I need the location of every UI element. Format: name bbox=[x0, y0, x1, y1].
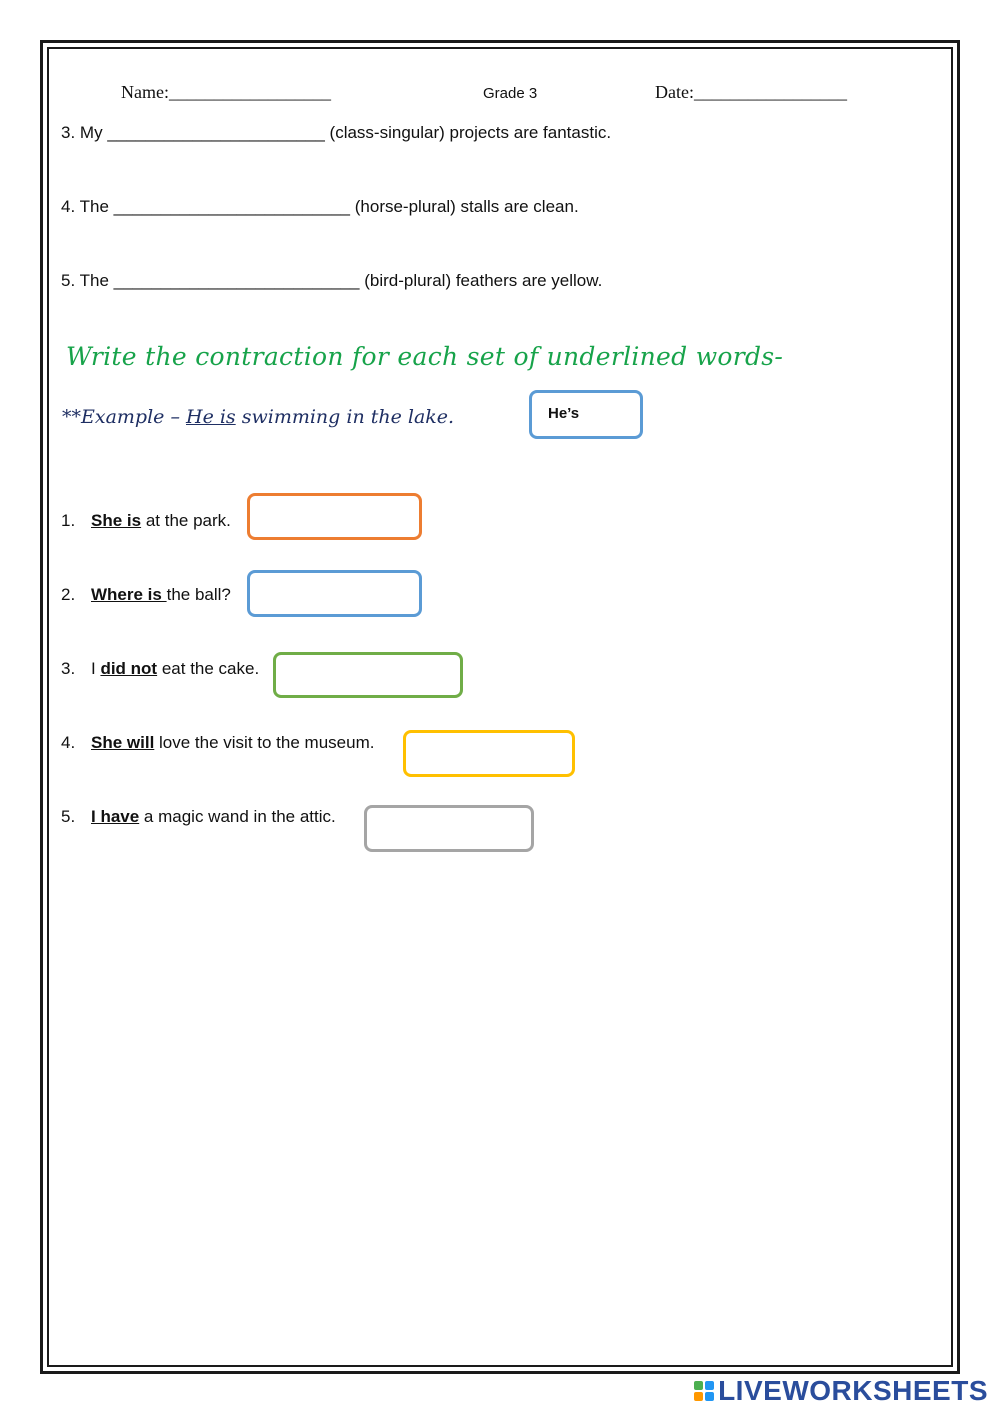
underlined-words: Where is bbox=[91, 585, 167, 604]
grade-label: Grade 3 bbox=[483, 85, 538, 102]
sentence-post: at the park. bbox=[141, 511, 231, 530]
underlined-words: She will bbox=[91, 733, 155, 752]
answer-box-2[interactable] bbox=[247, 570, 422, 617]
contraction-item-5 bbox=[61, 807, 336, 827]
sentence-start: The bbox=[79, 197, 109, 216]
item-number: 4. bbox=[61, 197, 76, 216]
name-field[interactable]: Name:__________________ bbox=[121, 82, 331, 102]
logo-square bbox=[705, 1392, 714, 1401]
logo-square bbox=[694, 1392, 703, 1401]
item-number: 3. bbox=[61, 659, 76, 678]
sentence-end: (horse-plural) stalls are clean. bbox=[354, 197, 579, 216]
underlined-words: She is bbox=[91, 511, 142, 530]
example-underlined: He is bbox=[186, 406, 236, 428]
sentence-post: love the visit to the museum. bbox=[154, 733, 375, 752]
example-rest: swimming in the lake. bbox=[235, 406, 455, 428]
contraction-item-4 bbox=[61, 733, 374, 753]
answer-box-4[interactable] bbox=[403, 730, 575, 777]
answer-box-5[interactable] bbox=[364, 805, 534, 852]
page-frame-inner bbox=[47, 47, 953, 1367]
sentence-post: eat the cake. bbox=[157, 659, 260, 678]
contraction-item-3 bbox=[61, 659, 259, 679]
contraction-item-1 bbox=[61, 511, 231, 531]
plural-sentence-4 bbox=[61, 197, 579, 217]
liveworksheets-logo-icon bbox=[694, 1381, 714, 1401]
sentence-start: My bbox=[79, 123, 103, 142]
contractions-heading: Write the contraction for each set of underlined words- bbox=[66, 342, 784, 371]
sentence-pre: I bbox=[91, 659, 101, 678]
underlined-words: did not bbox=[100, 659, 158, 678]
answer-blank[interactable]: __________________________ bbox=[113, 271, 360, 290]
date-field[interactable]: Date:_________________ bbox=[655, 82, 847, 102]
contraction-item-2 bbox=[61, 585, 231, 605]
answer-box-1[interactable] bbox=[247, 493, 422, 540]
item-number: 2. bbox=[61, 585, 76, 604]
item-number: 1. bbox=[61, 511, 76, 530]
item-number: 4. bbox=[61, 733, 76, 752]
sentence-post: a magic wand in the attic. bbox=[139, 807, 336, 826]
sentence-start: The bbox=[79, 271, 109, 290]
item-number: 5. bbox=[61, 271, 76, 290]
answer-blank[interactable]: _________________________ bbox=[113, 197, 351, 216]
sentence-post: the ball? bbox=[166, 585, 231, 604]
item-number: 5. bbox=[61, 807, 76, 826]
logo-square bbox=[705, 1381, 714, 1390]
example-prefix: **Example – bbox=[62, 406, 186, 428]
answer-box-3[interactable] bbox=[273, 652, 463, 698]
example-answer-box bbox=[529, 390, 643, 439]
plural-sentence-3 bbox=[61, 123, 611, 143]
item-number: 3. bbox=[61, 123, 76, 142]
logo-square bbox=[694, 1381, 703, 1390]
answer-blank[interactable]: _______________________ bbox=[107, 123, 325, 142]
liveworksheets-logo-text: LIVEWORKSHEETS bbox=[718, 1375, 988, 1406]
example-sentence bbox=[62, 406, 454, 428]
liveworksheets-logo bbox=[694, 1374, 988, 1408]
sentence-end: (class-singular) projects are fantastic. bbox=[329, 123, 612, 142]
underlined-words: I have bbox=[91, 807, 140, 826]
plural-sentence-5 bbox=[61, 271, 602, 291]
example-answer: He’s bbox=[548, 405, 580, 422]
sentence-end: (bird-plural) feathers are yellow. bbox=[364, 271, 603, 290]
